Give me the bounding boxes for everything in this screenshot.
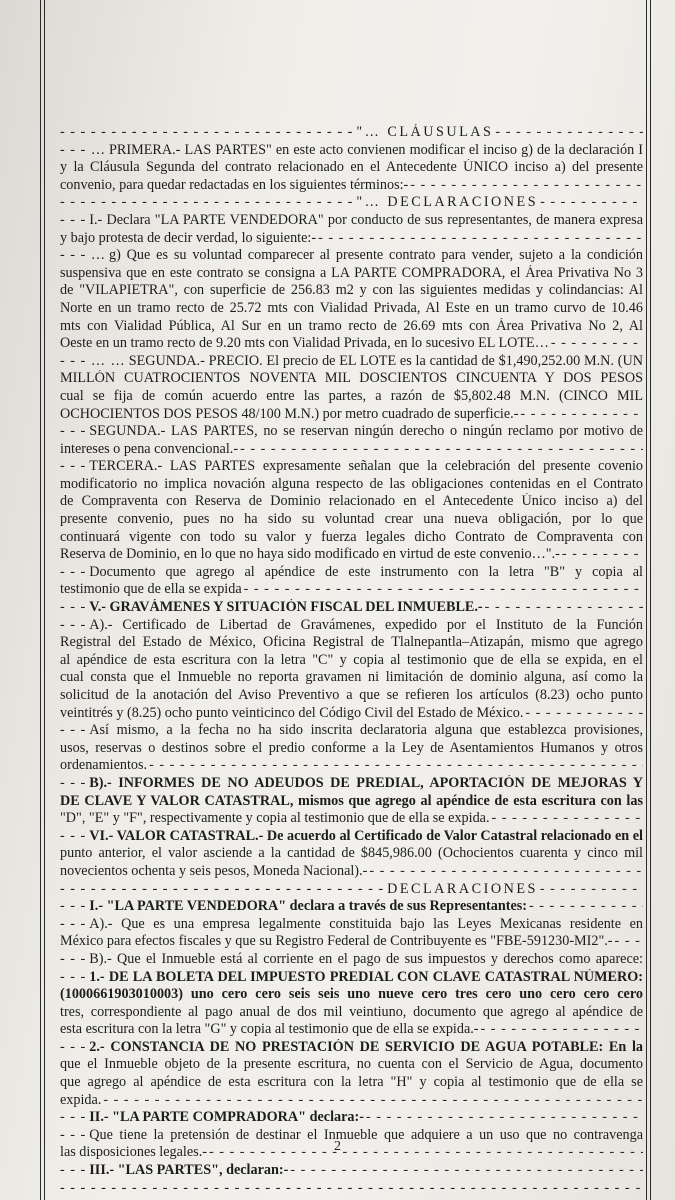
document-line: [60, 194, 643, 212]
line-text: Documento que agrego al apéndice de este instrumento con la letra "B" y copia al: [89, 563, 643, 580]
line-text: "… CLÁUSULAS: [356, 124, 494, 140]
line-leader-dashes: - - -: [60, 563, 87, 580]
line-text: tres, correspondiente al pago anual de dos mil veintiuno, documento que agrego al apéndice de: [60, 1003, 643, 1020]
line-fill-dashes: [518, 406, 643, 424]
line-text: II.- "LA PARTE COMPRADORA" declara:-: [89, 1109, 364, 1126]
line-text: TERCERA.- LAS PARTES expresamente señalan que la celebración del presente covenio: [89, 458, 643, 475]
line-text: testimonio que de ella se expida: [60, 581, 242, 598]
line-fill-dashes: [316, 230, 643, 248]
document-line: [60, 793, 643, 811]
line-fill-dashes: [288, 1162, 643, 1180]
line-text: de Compraventa con Reserva de Dominio relacionado en el Antecedente Único inciso a) del: [60, 493, 643, 510]
document-line: [60, 863, 643, 881]
document-line: [60, 986, 643, 1004]
line-fill-dashes: [538, 194, 643, 212]
line-text: I.- "LA PARTE VENDEDORA" declara a través de sus Representantes:: [89, 898, 527, 915]
line-text: 1.- DE LA BOLETA DEL IMPUESTO PREDIAL CON CLAVE CATASTRAL NÚMERO:: [89, 968, 643, 985]
document-line: [60, 230, 643, 248]
document-line: [60, 546, 643, 564]
line-fill-dashes: [538, 881, 643, 899]
document-line: [60, 282, 643, 300]
line-text: SEGUNDA.- LAS PARTES, no se reservan ningún derecho o ningún reclamo por motivo de: [89, 423, 643, 440]
line-text: I.- Declara "LA PARTE VENDEDORA" por conducto de sus representantes, de manera expresa: [89, 211, 643, 228]
document-line: [60, 1074, 643, 1092]
document-line: [60, 159, 643, 177]
document-line: [60, 669, 643, 687]
line-text: 2.- CONSTANCIA DE NO PRESTACIÓN DE SERVICIO DE AGUA POTABLE: En la: [89, 1038, 643, 1055]
line-text: cual consta que el Inmueble no reporta gravamen ni limitación de dominio alguna, así como la: [60, 669, 643, 686]
document-line: [60, 300, 643, 318]
line-fill-dashes: [408, 177, 643, 195]
document-line: [60, 916, 643, 934]
line-leader-dashes: - - - - - - - - - - - - - - - - - - - - - - - - - - - - -: [60, 194, 354, 211]
line-fill-dashes: [549, 335, 643, 353]
line-fill-dashes: [613, 933, 643, 951]
document-line: [60, 652, 643, 670]
document-line: [60, 423, 643, 441]
line-leader-dashes: - - -: [60, 968, 87, 985]
line-leader-dashes: - - -: [60, 1162, 87, 1179]
line-leader-dashes: - - - …: [60, 247, 107, 264]
line-leader-dashes: - - - …: [60, 141, 107, 158]
document-line: [60, 581, 643, 599]
document-line: [60, 265, 643, 283]
line-text: g) Que es su voluntad comparecer al presente contrato para vender, sujeto a la condición: [109, 247, 643, 264]
line-text: A).- Que es una empresa legalmente constituida bajo las Leyes Mexicanas residente en: [89, 915, 643, 932]
document-line: [60, 212, 643, 230]
line-text: Norte en un tramo recto de 25.72 mts con Vialidad Privada, Al Este en un tramo curvo de 10.46: [60, 299, 643, 316]
document-line: [60, 951, 643, 969]
line-text: presente convenio, pues no ha sido su voluntad crear una nueva obligación, por lo que: [60, 511, 643, 528]
document-line: [60, 247, 643, 265]
line-leader-dashes: - - - - - - - - - - - - - - - - - - - - - - - - - - - - - - - -: [60, 880, 385, 897]
line-text: y bajo protesta de decir verdad, lo siguiente:-: [60, 229, 317, 246]
document-line: [60, 775, 643, 793]
line-leader-dashes: - - - - - - - - - - - - - - - - - - - - - - - - - - - - - - - - - - - - - - - - - - - - - - - - - - - - - - - -: [60, 1179, 631, 1196]
left-margin-rule: [40, 0, 41, 1200]
line-leader-dashes: - - -: [60, 774, 87, 791]
document-line: [60, 722, 643, 740]
line-text: B).- INFORMES DE NO ADEUDOS DE PREDIAL, APORTACIÓN DE MEJORAS Y: [89, 774, 643, 791]
document-line: [60, 406, 643, 424]
document-line: [60, 757, 643, 775]
line-leader-dashes: - - -: [60, 616, 87, 633]
document-line: [60, 1039, 643, 1057]
line-text: DE CLAVE Y VALOR CATASTRAL, mismos que agrego al apéndice de esta escritura con las: [60, 792, 643, 809]
line-text: Registral del Estado de México, Oficina Registral de Tlalnepantla–Atizapán, mismo que agrego: [60, 634, 643, 651]
document-line: [60, 564, 643, 582]
document-line: [60, 353, 643, 371]
document-line: [60, 828, 643, 846]
line-text: A).- Certificado de Libertad de Gravámenes, expedido por el Instituto de la Función: [89, 616, 643, 633]
line-fill-dashes: [367, 863, 643, 881]
line-text: MILLÓN CUATROCIENTOS NOVENTA MIL DOSCIENTOS CINCUENTA Y DOS PESOS: [60, 370, 643, 387]
line-text: esta escritura con la letra "G" y copia al testimonio que de ella se expida.-: [60, 1021, 479, 1038]
document-line: [60, 493, 643, 511]
line-fill-dashes: [523, 705, 643, 723]
document-line: [60, 476, 643, 494]
line-text: (1000661903010003) uno cero cero seis seis uno nueve cero tres cero uno cero cero cero: [60, 986, 643, 1003]
right-margin-rule: [650, 0, 651, 1200]
line-text: PRIMERA.- LAS PARTES" en este acto convienen modificar el inciso g) de la declaración I: [109, 141, 643, 158]
line-fill-dashes: [479, 1021, 643, 1039]
document-line: [60, 529, 643, 547]
line-text: "… DECLARACIONES: [356, 194, 539, 211]
document-line: [60, 599, 643, 617]
line-text: modificatorio no implica novación alguna respecto de las obligaciones contenidas en el Contrato: [60, 475, 643, 492]
document-line: [60, 969, 643, 987]
left-margin-rule-inner: [44, 0, 45, 1200]
line-leader-dashes: - - -: [60, 827, 87, 844]
line-text: OCHOCIENTOS DOS PESOS 48/100 M.N.) por metro cuadrado de superficie.-: [60, 405, 519, 422]
line-fill-dashes: [527, 898, 643, 916]
line-text: convenio, para quedar redactadas en los siguientes términos:-: [60, 176, 409, 193]
document-line: [60, 458, 643, 476]
document-line: [60, 370, 643, 388]
document-line: [60, 1092, 643, 1110]
document-line: [60, 1004, 643, 1022]
line-fill-dashes: [490, 810, 643, 828]
line-text: las disposiciones legales.-: [60, 1144, 207, 1161]
line-leader-dashes: - - -: [60, 1109, 87, 1126]
line-fill-dashes: [242, 581, 643, 599]
line-text: que el Inmueble objeto de la presente escritura, no cuenta con el Servicio de Agua, documento: [60, 1056, 643, 1073]
line-text: B).- Que el Inmueble está al corriente en el pago de sus impuestos y derechos como aparece:: [89, 950, 643, 967]
line-text: Oeste en un tramo recto de 9.20 mts con Vialidad Privada, en lo sucesivo EL LOTE…: [60, 335, 549, 352]
line-text: cual se fija de común acuerdo entre las partes, a razón de $5,802.48 M.N. (CINCO MIL: [60, 387, 643, 404]
document-line: [60, 898, 643, 916]
document-line: [60, 142, 643, 160]
line-text: que agrego al apéndice de esta escritura con la letra "H" y copia al testimonio que de ella se: [60, 1074, 643, 1091]
line-text: novecientos ochenta y seis pesos, Moneda Nacional).-: [60, 862, 368, 879]
line-text: Reserva de Dominio, en lo que no haya sido modificado en virtud de este convenio…".-: [60, 546, 560, 563]
line-text: expida.: [60, 1091, 102, 1108]
line-leader-dashes: - - -: [60, 211, 87, 228]
line-text: de "VILAPIETRA", con superficie de 256.83 m2 y con las siguientes medidas y colindancias: Al: [60, 282, 643, 299]
document-line: [60, 933, 643, 951]
line-text: "D", "E" y "F", respectivamente y copia al testimonio que de ella se expida.: [60, 810, 490, 827]
line-text: continuará vigente con todo su valor y fuerza legales dicho Contrato de Compraventa con: [60, 528, 643, 545]
document-line: [60, 335, 643, 353]
line-text: al apéndice de esta escritura con la letra "C" y copia al testimonio que de ella se expida, en el: [60, 651, 643, 668]
document-line: [60, 1021, 643, 1039]
line-text: DECLARACIONES: [387, 880, 538, 897]
document-line: [60, 810, 643, 828]
line-text: punto anterior, el valor asciende a la cantidad de $845,986.00 (Ochocientos cuarenta y cinco mil: [60, 845, 643, 862]
document-body: [60, 124, 643, 1197]
document-line: [60, 705, 643, 723]
line-leader-dashes: - - - … …: [60, 352, 126, 369]
line-text: veintitrés y (8.25) ocho punto veinticinco del Código Civil del Estado de México.: [60, 704, 524, 721]
line-leader-dashes: - - -: [60, 599, 87, 616]
line-text: México para efectos fiscales y que su Registro Federal de Contribuyente es "FBE-591230-MI2".-: [60, 933, 613, 950]
line-fill-dashes: [634, 1180, 643, 1198]
line-text: solicitud de la anotación del Aviso Preventivo a que se refieren los artículos (8.23) ocho punto: [60, 687, 643, 703]
document-line: [60, 124, 643, 142]
line-text: Así mismo, a la fecha no ha sido inscrita declaratoria alguna que establezca provisiones,: [89, 722, 643, 739]
line-leader-dashes: - - -: [60, 722, 87, 739]
line-text: y la Cláusula Segunda del contrato relacionado en el Antecedente ÚNICO inciso a) del presente: [60, 159, 643, 176]
line-text: III.- "LAS PARTES", declaran:-: [89, 1162, 289, 1179]
line-text: usos, reservas o destinos sobre el predio conforme a la Ley de Asentamientos Humanos y otros: [60, 739, 643, 756]
line-leader-dashes: - - -: [60, 458, 87, 475]
page-number: 2: [334, 1139, 341, 1154]
line-leader-dashes: - - -: [60, 950, 87, 967]
document-line: [60, 1180, 643, 1198]
document-line: [60, 511, 643, 529]
line-fill-dashes: [238, 441, 643, 459]
line-leader-dashes: - - -: [60, 898, 87, 915]
line-fill-dashes: [147, 757, 643, 775]
document-line: [60, 881, 643, 899]
document-line: [60, 634, 643, 652]
line-text: ordenamientos.: [60, 757, 148, 774]
line-fill-dashes: [101, 1092, 643, 1110]
document-line: [60, 177, 643, 195]
document-line: [60, 318, 643, 336]
document-line: [60, 845, 643, 863]
line-fill-dashes: [483, 599, 643, 617]
line-text: VI.- VALOR CATASTRAL.- De acuerdo al Certificado de Valor Catastral relacionado en el: [89, 827, 643, 844]
line-leader-dashes: - - -: [60, 1038, 87, 1055]
line-text: V.- GRAVÁMENES Y SITUACIÓN FISCAL DEL INMUEBLE.-: [89, 599, 483, 616]
line-fill-dashes: [493, 124, 643, 142]
line-text: mts con Vialidad Pública, Al Sur en un tramo recto de 26.69 mts con Área Privativa No 2, Al: [60, 317, 643, 334]
line-text: SEGUNDA.- PRECIO. El precio de EL LOTE es la cantidad de $1,490,252.00 M.N. (UN: [128, 352, 643, 369]
line-leader-dashes: - - -: [60, 423, 87, 440]
line-leader-dashes: - - -: [60, 1126, 87, 1143]
document-line: [60, 617, 643, 635]
line-fill-dashes: [364, 1109, 643, 1127]
document-line: [60, 1109, 643, 1127]
document-line: [60, 687, 643, 705]
line-text: Que tiene la pretensión de destinar el Inmueble que adquiere a un uso que no contravenga: [89, 1126, 643, 1143]
document-line: [60, 1056, 643, 1074]
line-leader-dashes: - - - - - - - - - - - - - - - - - - - - - - - - - - - - -: [60, 124, 354, 140]
document-line: [60, 441, 643, 459]
right-margin-rule-inner: [646, 0, 647, 1200]
document-line: [60, 740, 643, 758]
line-text: suspensiva que en este contrato se consigna a LA PARTE COMPRADORA, el Área Privativa No 3: [60, 264, 643, 281]
line-fill-dashes: [560, 546, 643, 564]
line-text: intereses o pena convencional.-: [60, 440, 239, 457]
document-line: [60, 388, 643, 406]
line-leader-dashes: - - -: [60, 915, 87, 932]
document-line: [60, 1162, 643, 1180]
